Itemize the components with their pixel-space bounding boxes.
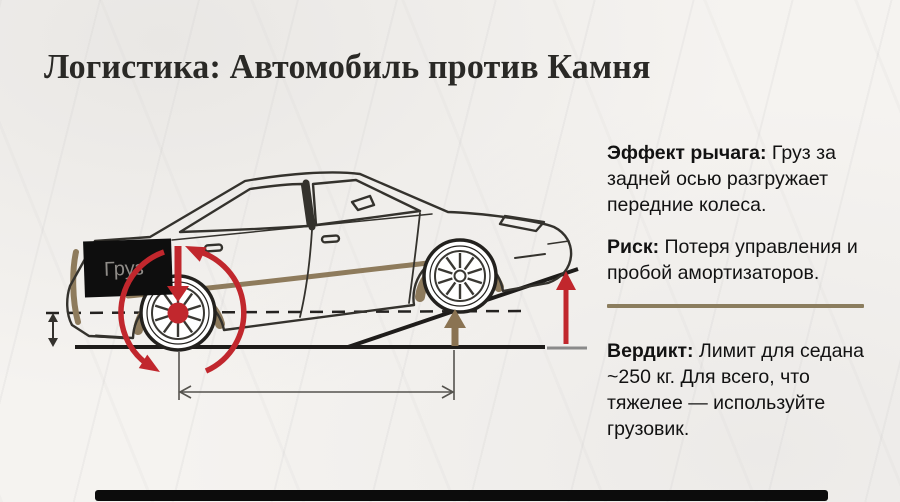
lever-effect-text: Эффект рычага: Груз за задней осью разгружает передние колеса.	[607, 142, 836, 216]
pivot-dot	[168, 303, 189, 324]
rear-trim	[73, 252, 78, 322]
front-wheel	[424, 240, 496, 312]
fog-light	[515, 254, 545, 258]
info-panel	[607, 140, 869, 442]
bumper-seam	[548, 241, 569, 244]
door-seam-rear	[300, 230, 312, 317]
risk-label: Риск:	[607, 236, 660, 258]
lever-effect-label: Эффект рычага:	[607, 142, 767, 164]
side-mirror	[352, 196, 374, 210]
front-door-window	[313, 180, 420, 225]
page-title: Логистика: Автомобиль против Камня	[44, 47, 651, 87]
risk-text: Риск: Потеря управления и пробой амортизаторов.	[607, 236, 858, 284]
front-door-handle	[322, 235, 339, 242]
rear-door-handle	[205, 244, 222, 251]
verdict-text: Вердикт: Лимит для седана ~250 кг. Для всего, что тяжелее — используйте грузовик.	[607, 340, 865, 440]
cargo-label: Груз	[103, 257, 145, 281]
rotation-arrowhead-right	[182, 239, 207, 262]
divider-line	[607, 304, 864, 308]
height-dimension	[48, 313, 58, 347]
base-dimension	[179, 350, 454, 400]
progress-bar[interactable]	[95, 490, 828, 501]
verdict-label: Вердикт:	[607, 340, 694, 362]
window-sill-line	[172, 214, 432, 240]
